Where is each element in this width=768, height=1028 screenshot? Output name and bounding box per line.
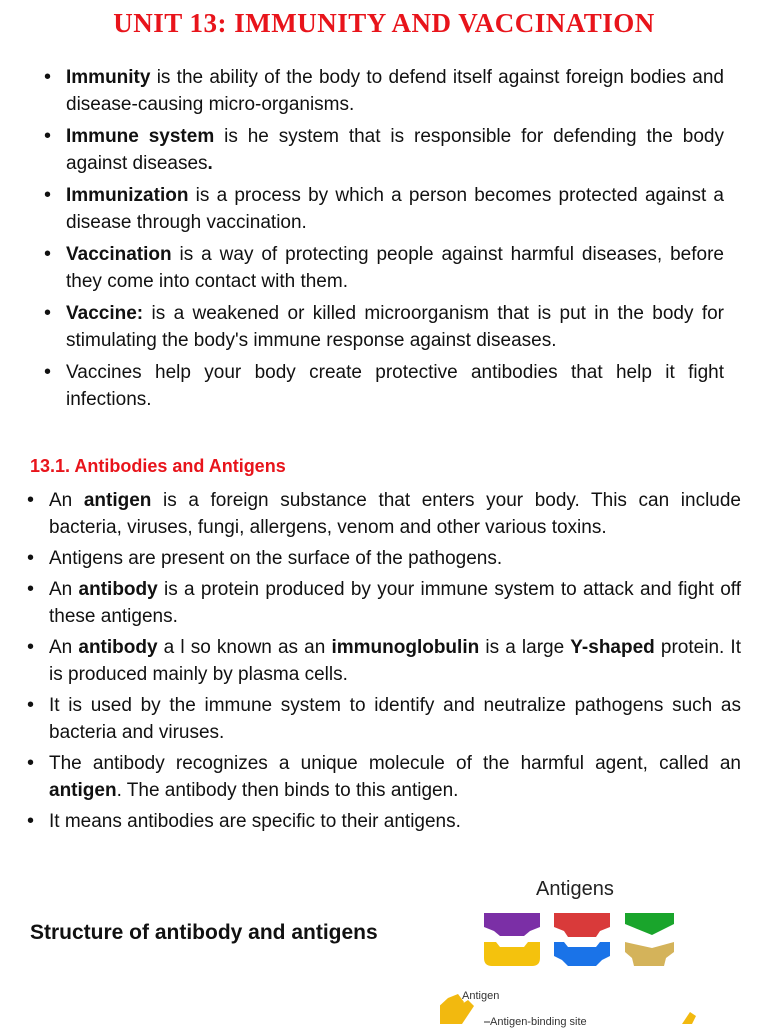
antigen-label: Antigen: [462, 990, 500, 1002]
text-run: It means antibodies are specific to their antigens.: [49, 811, 461, 832]
definition-text: Vaccines help your body create protective antibodies that help it fight infections.: [66, 362, 724, 410]
antigen-shape-tan: [625, 942, 674, 966]
antigen-shape-yellow: [484, 942, 540, 966]
binding-site-label: Antigen-binding site: [490, 1016, 587, 1028]
term-antibody: antibody: [78, 579, 158, 600]
term-vaccination: Vaccination: [66, 244, 172, 265]
term-antibody: antibody: [78, 637, 158, 658]
text-run: The antibody recognizes a unique molecule of the harmful agent, called an: [49, 753, 741, 774]
antigen-shape-purple: [484, 913, 540, 936]
term-antigen: antigen: [49, 780, 117, 801]
antigen-shape-blue: [554, 942, 610, 966]
text-run: protein. It is produced mainly by plasma cells.: [49, 637, 741, 685]
structure-heading: Structure of antibody and antigens: [30, 921, 378, 944]
term-immunoglobulin: immunoglobulin: [331, 637, 480, 658]
list-item: [66, 300, 724, 354]
text-run: Antigens are present on the surface of the pathogens.: [49, 548, 503, 569]
definition-text: is a way of protecting people against harmful diseases, before they come into contact with them.: [66, 244, 724, 292]
text-run: a l so known as an: [157, 637, 332, 658]
text-run: An: [49, 637, 79, 658]
list-item: [49, 808, 741, 835]
list-item: [49, 692, 741, 746]
term-antigen: antigen: [83, 490, 152, 511]
intro-bullet-list: [66, 64, 724, 418]
text-run: An: [49, 490, 84, 511]
definition-text: is he system that is responsible for defending the body against diseases: [66, 126, 724, 174]
text-run: An: [49, 579, 79, 600]
term-vaccine: Vaccine:: [66, 303, 144, 324]
antigen-shape-red: [554, 913, 610, 937]
list-item: [66, 241, 724, 295]
term-immunity: Immunity: [66, 67, 151, 88]
figure-title: Antigens: [536, 878, 614, 900]
term-immunization: Immunization: [66, 185, 189, 206]
list-item: [66, 182, 724, 236]
definition-text: is a weakened or killed microorganism that is put in the body for stimulating the body's immune response against diseases.: [66, 303, 724, 351]
term-y-shaped: Y-shaped: [570, 637, 655, 658]
definition-text: is a process by which a person becomes protected against a disease through vaccination.: [66, 185, 724, 233]
list-item: [49, 750, 741, 804]
list-item: [49, 576, 741, 630]
section-bullet-list: [49, 487, 741, 839]
text-run: is a large: [479, 637, 571, 658]
text-run: . The antibody then binds to this antigen.: [116, 780, 459, 801]
list-item: [49, 634, 741, 688]
page-title: UNIT 13: IMMUNITY AND VACCINATION: [113, 8, 655, 38]
definition-period: .: [207, 153, 213, 174]
text-run: It is used by the immune system to identify and neutralize pathogens such as bacteria and viruses.: [49, 695, 741, 743]
antigen-antibody-figure: [440, 872, 740, 1028]
antibody-arm-right: [682, 1012, 696, 1024]
term-immune-system: Immune system: [66, 126, 215, 147]
list-item: [66, 64, 724, 118]
text-run: is a protein produced by your immune system to attack and fight off these antigens.: [49, 579, 741, 627]
definition-text: is the ability of the body to defend itself against foreign bodies and disease-causing micro-organisms.: [66, 67, 724, 115]
list-item: [66, 123, 724, 177]
section-heading: 13.1. Antibodies and Antigens: [30, 456, 286, 476]
list-item: [66, 359, 724, 413]
list-item: [49, 545, 741, 572]
antigen-shape-green: [625, 913, 674, 935]
text-run: is a foreign substance that enters your body. This can include bacteria, viruses, fungi, allergens, venom and other various toxins.: [49, 490, 741, 538]
list-item: [49, 487, 741, 541]
